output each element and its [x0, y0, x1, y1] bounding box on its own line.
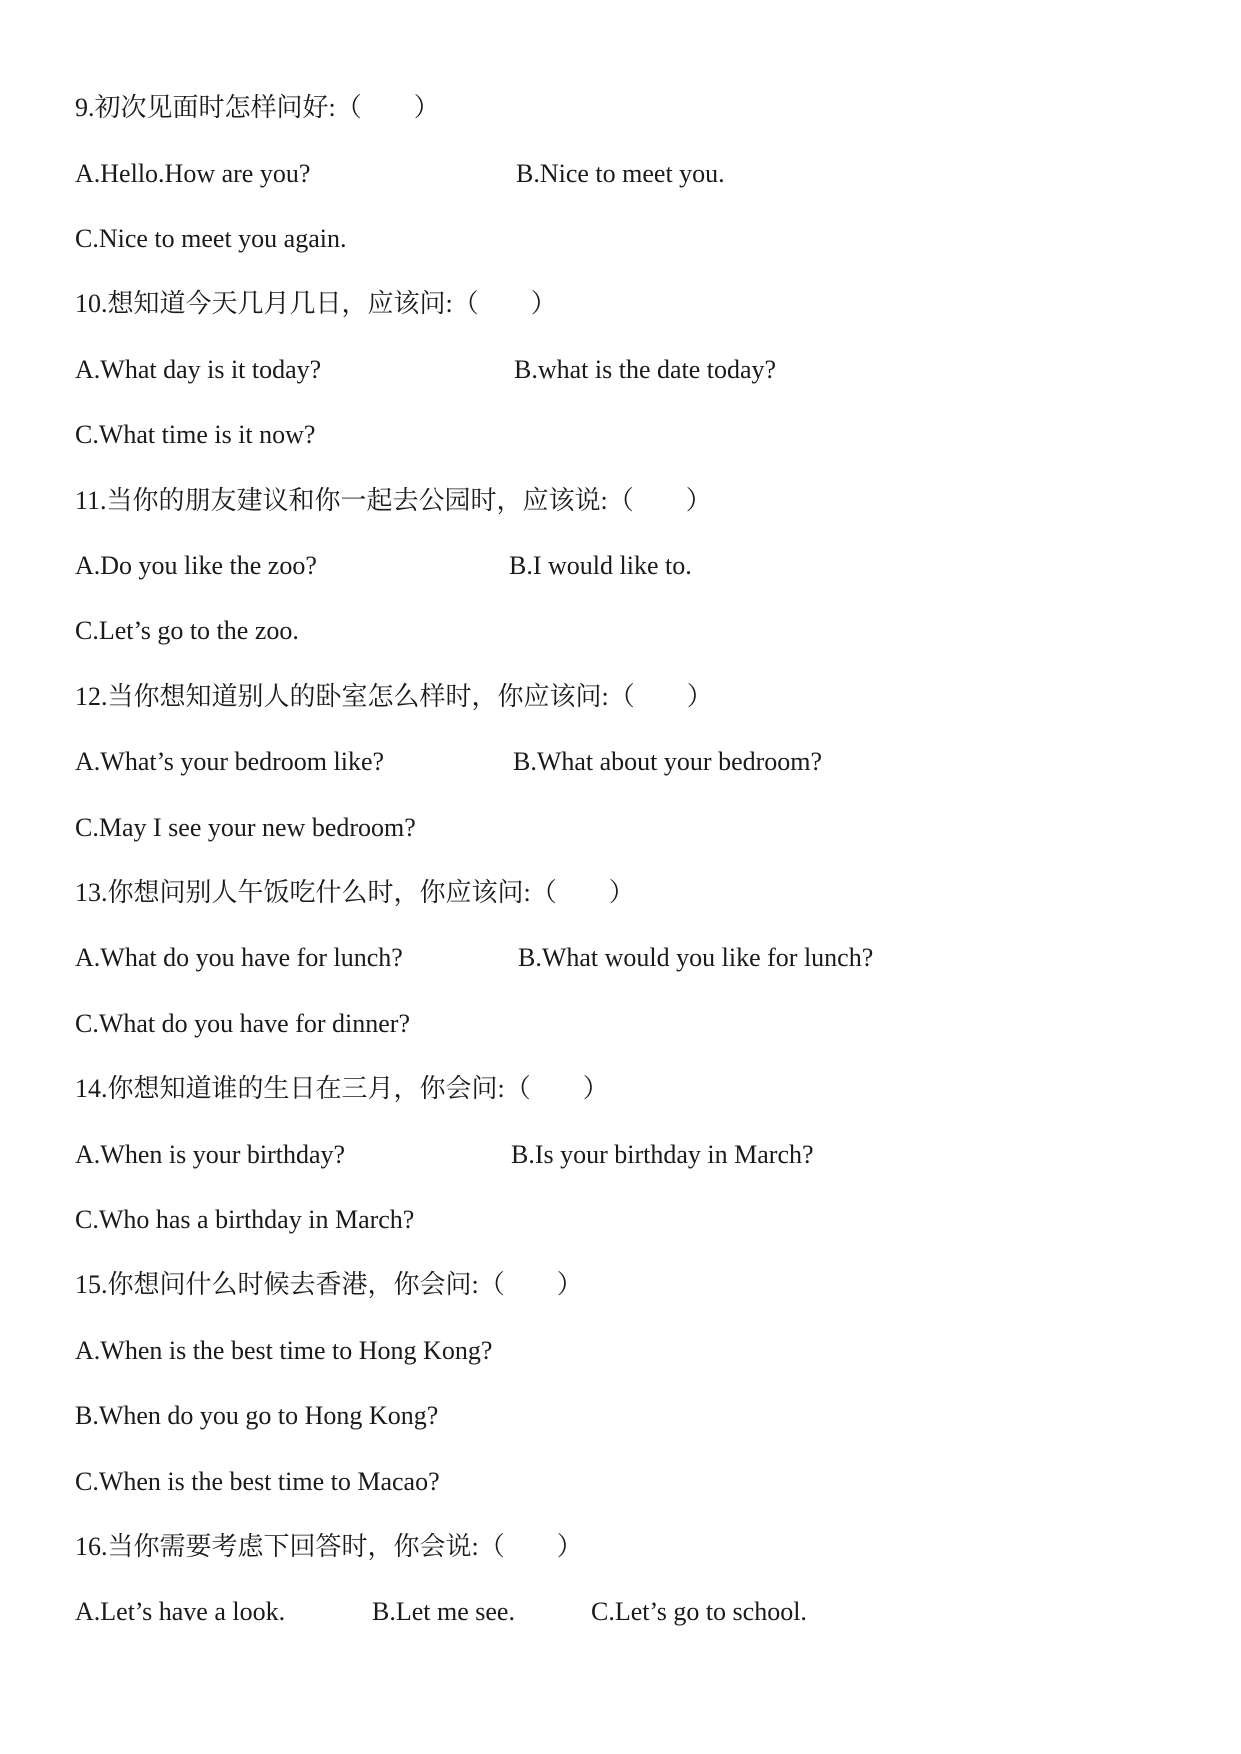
- option-b: B.Nice to meet you.: [516, 159, 725, 188]
- option-b: B.Let me see.: [372, 1597, 515, 1626]
- option-a: A.What day is it today?: [75, 355, 322, 384]
- option-a: A.When is the best time to Hong Kong?: [75, 1336, 493, 1365]
- question-9-prompt: 9.初次见面时怎样问好:（ ）: [75, 93, 440, 122]
- option-a: A.What do you have for lunch?: [75, 943, 403, 972]
- option-c: C.What do you have for dinner?: [75, 1009, 411, 1038]
- option-c: C.Let’s go to school.: [591, 1597, 807, 1626]
- option-c: C.Nice to meet you again.: [75, 224, 347, 253]
- option-b: B.What would you like for lunch?: [518, 943, 874, 972]
- option-a: A.What’s your bedroom like?: [75, 747, 385, 776]
- question-11-prompt: 11.当你的朋友建议和你一起去公园时，应该说:（ ）: [75, 486, 712, 515]
- question-10-prompt: 10.想知道今天几月几日，应该问:（ ）: [75, 289, 557, 318]
- question-15-prompt: 15.你想问什么时候去香港，你会问:（ ）: [75, 1270, 583, 1299]
- option-b: B.what is the date today?: [514, 355, 777, 384]
- question-14-prompt: 14.你想知道谁的生日在三月，你会问:（ ）: [75, 1074, 609, 1103]
- option-a: A.Hello.How are you?: [75, 159, 311, 188]
- option-c: C.Let’s go to the zoo.: [75, 616, 299, 645]
- question-16-prompt: 16.当你需要考虑下回答时，你会说:（ ）: [75, 1532, 583, 1561]
- option-c: C.What time is it now?: [75, 420, 316, 449]
- option-b: B.Is your birthday in March?: [511, 1140, 814, 1169]
- option-c: C.Who has a birthday in March?: [75, 1205, 415, 1234]
- option-a: A.When is your birthday?: [75, 1140, 346, 1169]
- option-c: C.May I see your new bedroom?: [75, 813, 416, 842]
- option-a: A.Do you like the zoo?: [75, 551, 317, 580]
- question-12-prompt: 12.当你想知道别人的卧室怎么样时，你应该问:（ ）: [75, 682, 713, 711]
- option-b: B.What about your bedroom?: [513, 747, 823, 776]
- option-b: B.I would like to.: [509, 551, 692, 580]
- option-a: A.Let’s have a look.: [75, 1597, 286, 1626]
- option-c: C.When is the best time to Macao?: [75, 1467, 440, 1496]
- question-13-prompt: 13.你想问别人午饭吃什么时，你应该问:（ ）: [75, 878, 635, 907]
- option-b: B.When do you go to Hong Kong?: [75, 1401, 439, 1430]
